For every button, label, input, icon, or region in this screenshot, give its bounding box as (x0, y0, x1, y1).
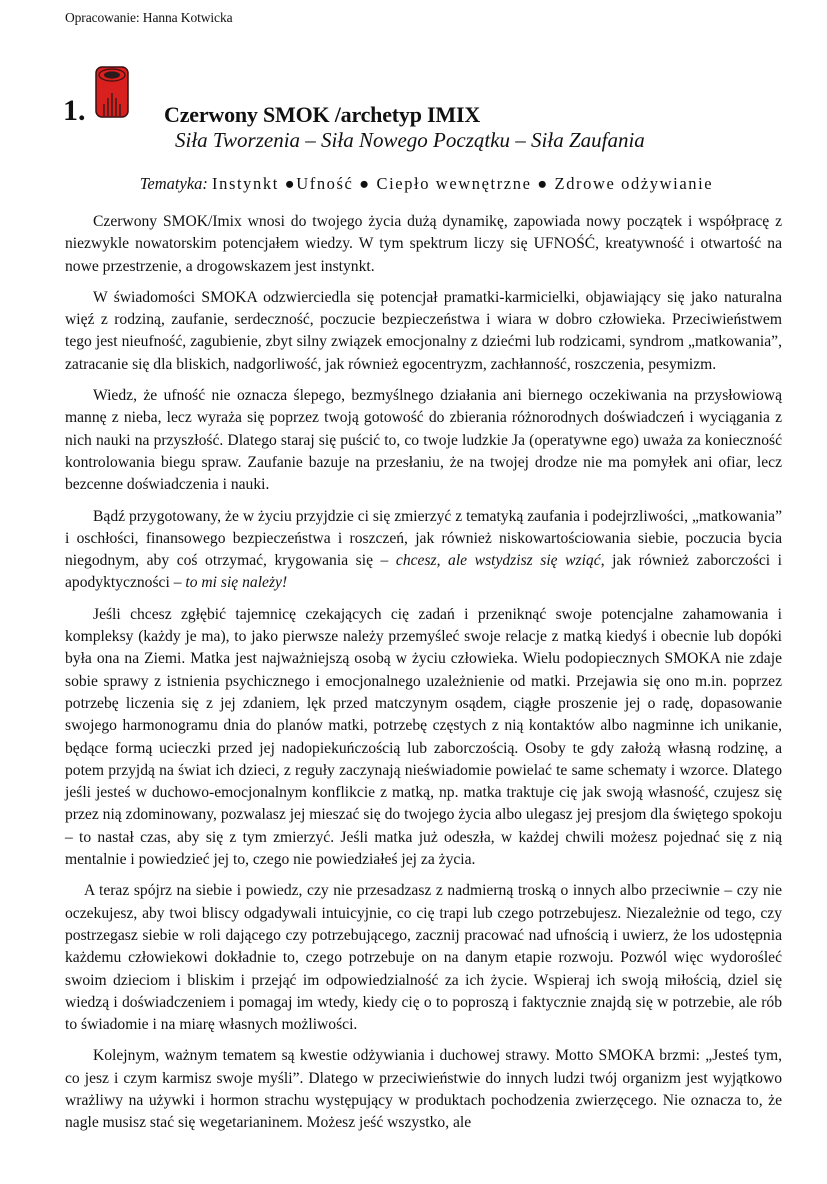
themes-items: Instynkt ●Ufność ● Ciepło wewnętrzne ● Zdrowe odżywianie (212, 174, 714, 193)
paragraph: Kolejnym, ważnym tematem są kwestie odżywiania i duchowej strawy. Motto SMOKA brzmi: „Jesteś tym, co jesz i czym karmisz swoje myśli”. Dlatego w przeciwieństwie do innych ludzi twój organizm jest wyjątkowo wrażliwy na używki i hormon strachu występujący w produktach pochodzenia zwierzęcego. Nie oznacza to, że nagle musisz stać się wegetarianinem. Możesz jeść wszystko, ale (65, 1047, 782, 1132)
paragraph-text: , jak również zaborczości i apodyktyczności – (65, 552, 783, 592)
italic-quote: chcesz, ale wstydzisz się wziąć (395, 552, 601, 570)
paragraph: Jeśli chcesz zgłębić tajemnicę czekających cię zadań i przeniknąć swoje potencjalne zahamowania i kompleksy (każdy je ma), to jako pierwsze należy przemyśleć swoje relacje z matką kiedyś i obecnie lub dopóki była ona na Ziemi. Matka jest najważniejszą osobą w życiu człowieka. Wielu podopiecznych SMOKA nie zdaje sobie sprawy z istnienia psychicznego i emocjonalnego uzależnienie od matki. Przejawia się ono m.in. poprzez potrzebę liczenia się z jej zdaniem, lęk przed matczynym osądem, ciągłe proszenie jej o radę, dopasowanie swojego harmonogramu dnia do planów matki, potrzebę częstych z nią kontaktów albo nagminne ich unikanie, będące formą ucieczki przed jej nadopiekuńczością lub zaborczością. Osoby te gdy założą własną rodzinę, a potem przyjdą na świat ich dzieci, z reguły zaczynają nieświadomie powielać te same schematy i wzorce. Dlatego jeśli jesteś w duchowo-emocjonalnym konflikcie z matką, np. matka traktuje cię jak swoją własność, czujesz się przez nią zdominowany, pozwalasz jej mieszać się do twojego życia albo ulegasz jej presjom dla świętego spokoju – to nastał czas, aby się z tym zmierzyć. Jeśli matka już odeszła, w każdej chwili możesz pojednać się z nią mentalnie i powiedzieć jej to, czego nie powiedziałeś jej za życia. (65, 605, 782, 869)
paragraph: Wiedz, że ufność nie oznacza ślepego, bezmyślnego działania ani biernego oczekiwania na przysłowiową mannę z nieba, lecz wyraża się poprzez twoją gotowość do zbierania różnorodnych doświadczeń i wyciągania z nich nauki na przyszłość. Dlatego staraj się puścić to, co twoje ludzkie Ja (operatywne ego) uważa za konieczność kontrolowania biegu spraw. Zaufanie bazuje na przesłaniu, że na twojej drodze nie ma pomyłek ani ofiar, lecz bezcenne doświadczenia i nauki. (65, 387, 782, 494)
article-body (65, 211, 782, 1144)
section-title: Czerwony SMOK /archetyp IMIX (164, 102, 481, 127)
author-credit: Opracowanie: Hanna Kotwicka (65, 10, 233, 25)
red-dragon-glyph-icon (95, 66, 129, 118)
section-number: 1. (63, 94, 86, 127)
themes-label: Tematyka: (139, 174, 208, 193)
paragraph (65, 506, 782, 595)
themes-line (0, 174, 827, 194)
italic-quote: to mi się należy! (185, 574, 288, 592)
paragraph: Czerwony SMOK/Imix wnosi do twojego życia dużą dynamikę, zapowiada nowy początek i współpracę z niezwykle nowatorskim potencjałem wiedzy. W tym spektrum liczy się UFNOŚĆ, kreatywność i otwartość na nowe przestrzenie, a drogowskazem jest instynkt. (65, 213, 782, 275)
paragraph: W świadomości SMOKA odzwierciedla się potencjał pramatki-karmicielki, objawiający się jako naturalna więź z rodziną, zaufanie, serdeczność, poczucie bezpieczeństwa i wiara w dobro człowieka. Przeciwieństwem tego jest nieufność, zagubienie, zbyt silny związek emocjonalny z dziećmi lub rodzicami, syndrom „matkowania”, zatracanie się dla bliskich, nadgorliwość, jak również egocentryzm, zachłanność, roszczenia, pesymizm. (65, 288, 782, 373)
paragraph-text: Bądź przygotowany, że w życiu przyjdzie ci się zmierzyć z tematyką zaufania i podejrzliwości, „matkowania” i oschłości, finansowego bezpieczeństwa i roszczeń, jak również niskowartościowania siebie, poczucia bycia niegodnym, aby coś otrzymać, krygowania się – (65, 507, 782, 570)
paragraph: A teraz spójrz na siebie i powiedz, czy nie przesadzasz z nadmierną troską o innych albo przeciwnie – czy nie oczekujesz, aby twoi bliscy odgadywali intuicyjnie, co cię trapi lub czego potrzebujesz. Niezależnie od tego, czy postrzegasz siebie w roli dającego czy potrzebującego, zacznij pracować nad ufnością i uwierz, że los udostępnia każdemu człowiekowi dokładnie to, czego potrzebuje on na danym etapie rozwoju. Pozwól więc wydorośleć swoim dzieciom i bliskim i przejąć im odpowiedzialność za ich życie. Wspieraj ich swoją miłością, dziel się wiedzą i doświadczeniem i pomagaj im wtedy, kiedy cię o to poproszą i faktycznie znajdą się w potrzebie, ale rób to świadomie i na miarę własnych możliwości. (65, 882, 782, 1034)
section-subtitle: Siła Tworzenia – Siła Nowego Początku – Siła Zaufania (175, 128, 645, 152)
section-heading (63, 66, 783, 156)
